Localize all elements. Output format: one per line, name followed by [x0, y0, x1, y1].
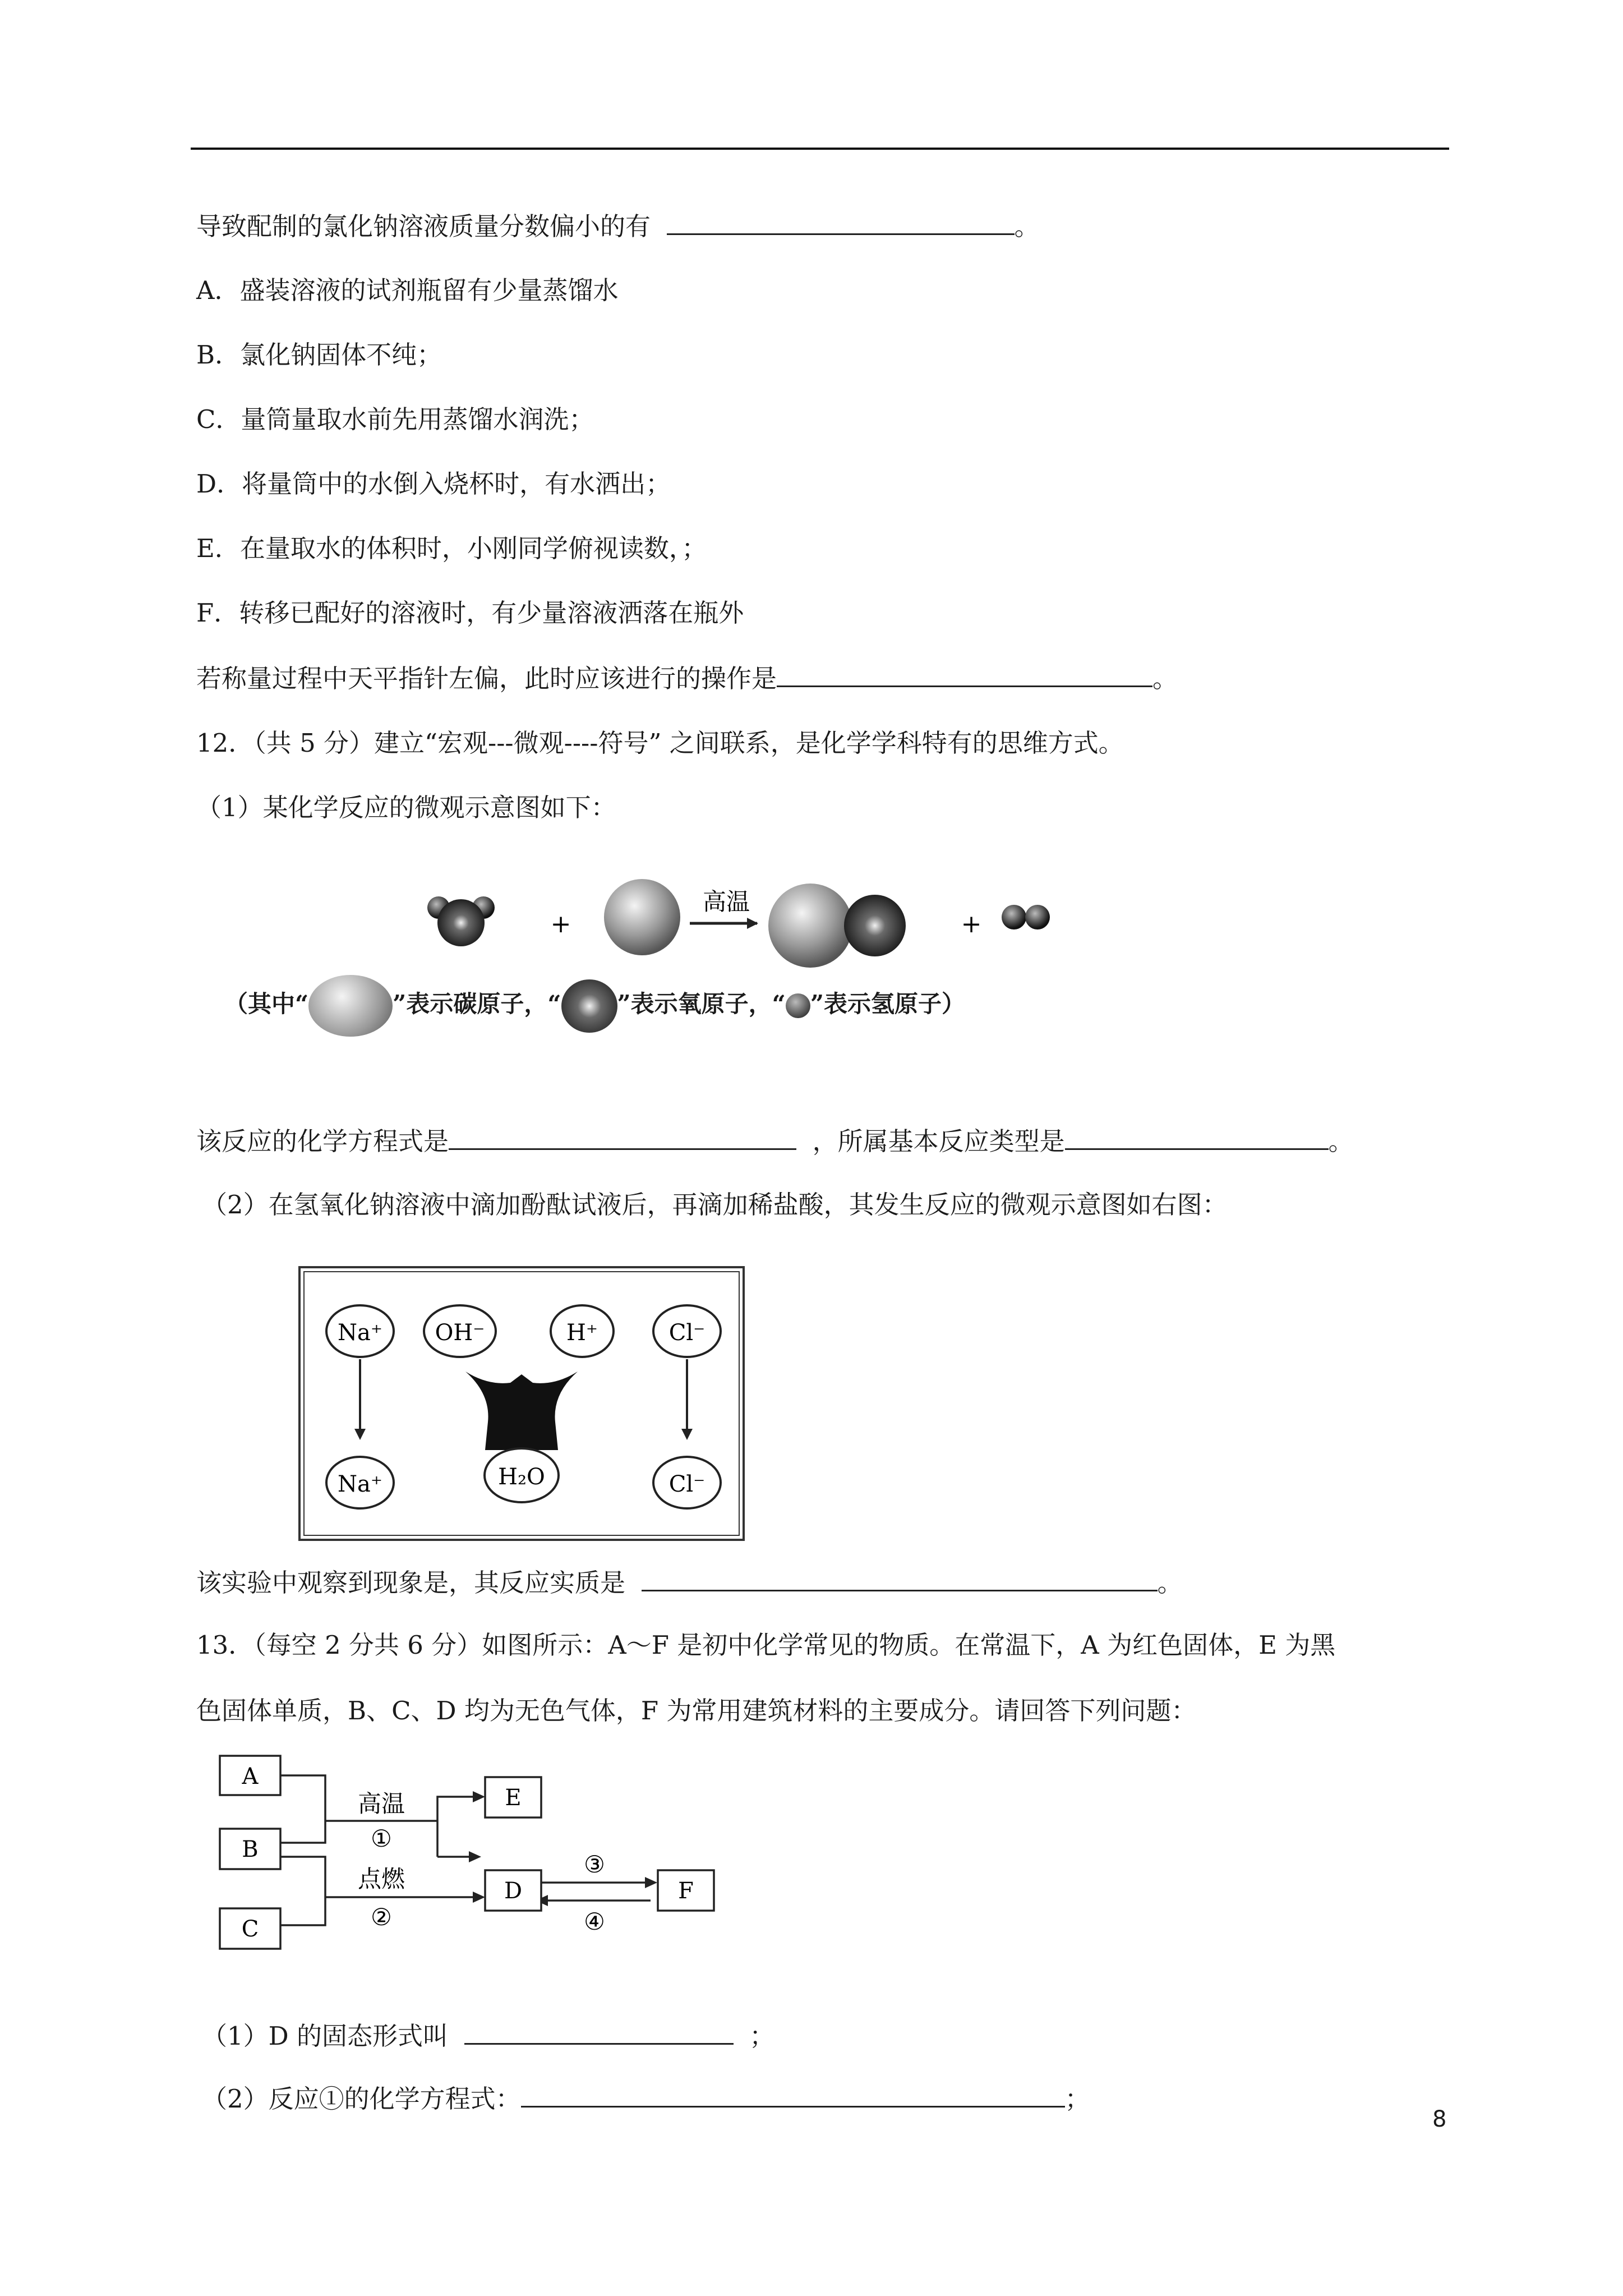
arrow-to-d-2: [473, 1892, 485, 1903]
svg-text:OH⁻: OH⁻: [435, 1320, 485, 1346]
arrow-to-d-1: [469, 1851, 481, 1862]
ion-cl-top: [653, 1305, 721, 1357]
flow-diagram: [213, 1750, 729, 1986]
arrow-na: [354, 1359, 366, 1440]
q12-part2: （2）在氢氧化钠溶液中滴加酚酞试液后，再滴加稀盐酸，其发生反应的微观示意图如右图：: [202, 1190, 1228, 1220]
answer-blank-1[interactable]: [667, 209, 1015, 235]
q13-part1: [202, 2018, 774, 2053]
q13-1-text: （1）D 的固态形式叫: [202, 2021, 449, 2051]
h2-molecule: [1002, 905, 1050, 930]
svg-text:C: C: [241, 1916, 259, 1942]
ion-na-top: [326, 1305, 394, 1357]
co-molecule: [768, 884, 906, 968]
water-molecule: [427, 896, 495, 946]
svg-text:Cl⁻: Cl⁻: [668, 1320, 706, 1346]
answer-blank-5[interactable]: [642, 1565, 1158, 1591]
line-observation: [196, 1565, 1183, 1600]
answer-blank-3[interactable]: [449, 1124, 796, 1150]
label-1: ①: [371, 1825, 392, 1852]
line-q11-intro: [196, 209, 1040, 243]
reaction-condition: 高温: [702, 888, 750, 915]
ion-cl-bottom: [653, 1457, 721, 1508]
carbon-legend-icon: [308, 975, 393, 1037]
option-f: F．转移已配好的溶液时，有少量溶液洒落在瓶外: [196, 598, 744, 628]
q13-heading: 13．（每空 2 分共 6 分）如图所示：A～F 是初中化学常见的物质。在常温下，A 为红色固体，E 为黑: [196, 1630, 1336, 1660]
arrow-cl: [681, 1359, 693, 1440]
svg-text:E: E: [505, 1785, 522, 1811]
oxygen-legend-icon: [561, 979, 617, 1033]
q13-heading-cont: 色固体单质，B、C、D 均为无色气体，F 为常用建筑材料的主要成分。请回答下列问题：: [196, 1696, 1197, 1726]
molecule-h2o-bottom: [485, 1448, 559, 1502]
box-f: [658, 1870, 714, 1911]
punct: ；: [749, 2021, 775, 2051]
punct: 。: [1157, 1568, 1183, 1598]
svg-text:Na⁺: Na⁺: [338, 1320, 382, 1346]
option-c: C．量筒量取水前先用蒸馏水润洗；: [196, 404, 594, 434]
box-c: [220, 1908, 280, 1949]
line-equation: [196, 1124, 1354, 1158]
svg-text:B: B: [242, 1837, 259, 1862]
answer-blank-4[interactable]: [1065, 1124, 1329, 1150]
reaction-legend: [224, 975, 965, 1037]
punct: ；: [1064, 2084, 1090, 2114]
option-e: E．在量取水的体积时，小刚同学俯视读数，；: [196, 533, 707, 563]
box-e: [485, 1777, 541, 1818]
q12-heading: 12．（共 5 分）建立“宏观---微观----符号” 之间联系，是化学学科特有的思维方式。: [196, 728, 1124, 758]
svg-text:H₂O: H₂O: [498, 1464, 545, 1490]
legend-text: ”表示氧原子，“: [617, 990, 786, 1018]
ion-oh-top: [424, 1305, 496, 1357]
option-a: A．盛装溶液的试剂瓶留有少量蒸馏水: [196, 275, 619, 305]
reaction-diagram: [415, 869, 1088, 982]
punct: 。: [1328, 1126, 1354, 1156]
q13-2-text: （2）反应①的化学方程式：: [202, 2084, 521, 2114]
box-a: [220, 1756, 280, 1795]
cond-ignite: 点燃: [357, 1865, 405, 1893]
balance-text: 若称量过程中天平指针左偏，此时应该进行的操作是: [196, 664, 777, 693]
answer-blank-7[interactable]: [521, 2081, 1065, 2108]
ion-na-bottom: [326, 1457, 394, 1508]
eq-text: ，所属基本反应类型是: [812, 1126, 1065, 1156]
box-d: [485, 1870, 541, 1911]
svg-text:Cl⁻: Cl⁻: [668, 1471, 706, 1497]
option-b: B．氯化钠固体不纯；: [196, 340, 442, 370]
svg-text:D: D: [504, 1878, 523, 1904]
cond-high-temp: 高温: [357, 1790, 405, 1818]
plus-2: +: [961, 910, 982, 938]
eq-text: 该反应的化学方程式是: [196, 1126, 449, 1156]
page-number: 8: [1432, 2106, 1447, 2132]
answer-blank-2[interactable]: [777, 661, 1152, 687]
hydrogen-legend-icon: [786, 993, 810, 1018]
arrow-d-to-f: [645, 1877, 657, 1888]
obs-text: 该实验中观察到现象是，其反应实质是: [196, 1568, 626, 1598]
header-rule: [191, 148, 1449, 150]
reaction-arrow: [690, 918, 758, 929]
line-balance: [196, 661, 1178, 696]
box-b: [220, 1829, 280, 1869]
punct: 。: [1014, 211, 1040, 241]
label-4: ④: [584, 1908, 605, 1935]
punct: 。: [1152, 664, 1178, 693]
svg-text:A: A: [242, 1764, 259, 1789]
legend-text: ”表示氢原子）: [810, 990, 965, 1018]
option-d: D．将量筒中的水倒入烧杯时，有水洒出；: [196, 469, 671, 499]
label-3: ③: [584, 1851, 605, 1878]
carbon-atom: [604, 879, 680, 955]
svg-text:F: F: [678, 1878, 694, 1904]
q12-part1: （1）某化学反应的微观示意图如下：: [196, 793, 616, 822]
legend-text: （其中“: [224, 990, 309, 1018]
answer-blank-6[interactable]: [464, 2018, 734, 2045]
label-2: ②: [371, 1903, 392, 1931]
ion-h-top: [551, 1305, 614, 1357]
legend-text: ”表示碳原子，“: [393, 990, 561, 1018]
arrow-to-e: [473, 1791, 485, 1802]
q13-part2: [202, 2081, 1090, 2116]
svg-text:H⁺: H⁺: [566, 1320, 598, 1346]
q11-text: 导致配制的氯化钠溶液质量分数偏小的有: [196, 211, 651, 241]
plus-1: +: [550, 910, 571, 938]
combine-funnel: [465, 1372, 578, 1450]
ion-diagram: [297, 1265, 746, 1545]
svg-text:Na⁺: Na⁺: [338, 1471, 382, 1497]
